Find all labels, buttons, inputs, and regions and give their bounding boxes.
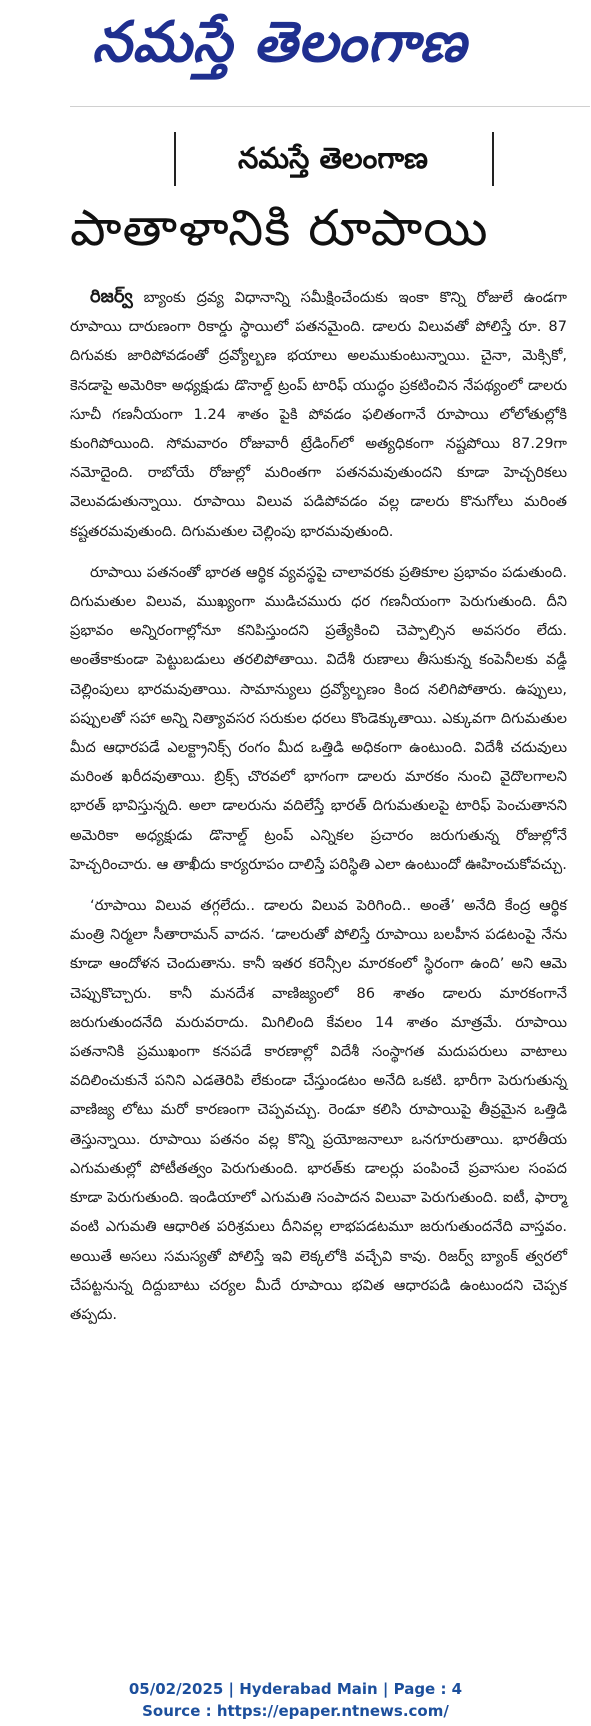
footer-date-edition: 05/02/2025 | Hyderabad Main | Page : 4 [128,1680,463,1698]
paragraph-3: ‘రూపాయి విలువ తగ్గలేదు.. డాలరు విలువ పెరిగింది.. అంతే’ అనేది కేంద్ర ఆర్థిక మంత్రి నిర్మలా సీతారామన్ వాదన. ‘డాలరుతో పోలిస్తే రూపాయి బలహీన పడటంపై నేను కూడా ఆందోళన చెందుతాను. కానీ ఇతర కరెన్సీల మారకంలో స్థిరంగా ఉంది’ అని ఆమె చెప్పుకొచ్చారు. కానీ మనదేశ వాణిజ్యంలో 86 శాతం డాలరు మారకంగానే జరుగుతుందనేది మరువరాదు. మిగిలింది కేవలం 14 శాతం మాత్రమే. రూపాయి పతనానికి ప్రముఖంగా కనపడే కారణాల్లో విదేశీ సంస్థాగత మదుపరులు వాటాలు వదిలించుకునే పనిని ఎడతెరిపి లేకుండా చేస్తుండటం అనేది ఒకటి. భారీగా పెరుగుతున్న వాణిజ్య లోటు మరో కారణంగా చెప్పవచ్చు. రెండూ కలిసి రూపాయిపై తీవ్రమైన ఒత్తిడి తెస్తున్నాయి. రూపాయి పతనం వల్ల కొన్ని ప్రయోజనాలూ ఒనగూరుతాయి. భారతీయ ఎగుమతుల్లో పోటీతత్వం పెరుగుతుంది. భారత్‌కు డాలర్లు పంపించే ప్రవాసుల సంపద కూడా పెరుగుతుంది. ఇండియాలో ఎగుమతి సంపాదన విలువా పెరుగుతుంది. ఐటీ, ఫార్మా వంటి ఎగుమతి ఆధారిత పరిశ్రమలు దీనివల్ల లాభపడటమూ జరుగుతుందనేది వాస్తవం. అయితే అసలు సమస్యతో పోలిస్తే ఇవి లెక్కలోకి వచ్చేవి కావు. రిజర్వ్ బ్యాంక్ త్వరలో చేపట్టనున్న దిద్దుబాటు చర్యల మీదే రూపాయి భవిత ఆధారపడి ఉంటుందని చెప్పక తప్పదు. [70,897,568,1323]
paragraph-2: రూపాయి పతనంతో భారత ఆర్థిక వ్యవస్థపై చాలావరకు ప్రతికూల ప్రభావం పడుతుంది. దిగుమతుల విలువ, ముఖ్యంగా ముడిచమురు ధర గణనీయంగా పెరుగుతుంది. దీని ప్రభావం అన్నిరంగాల్లోనూ కనిపిస్తుందని ప్రత్యేకించి చెప్పాల్సిన అవసరం లేదు. అంతేకాకుండా పెట్టుబడులు తరలిపోతాయి. విదేశీ రుణాలు తీసుకున్న కంపెనీలకు వడ్డీ చెల్లింపులు భారమవుతాయి. సామాన్యులు ద్రవ్యోల్బణం కింద నలిగిపోతారు. ఉప్పులు, పప్పులతో సహా అన్ని నిత్యావసర సరుకుల ధరలు కొండెక్కుతాయి. ఎక్కువగా దిగుమతుల మీద ఆధారపడే ఎలక్ట్రానిక్స్ రంగం మీద ఒత్తిడి అధికంగా ఉంటుంది. విదేశీ చదువులు మరింత ఖరీదవుతాయి. బ్రిక్స్ చొరవలో భాగంగా డాలరు మారకం నుంచి వైదొలగాలని భారత్ భావిస్తున్నది. అలా డాలరును వదిలేస్తే భారత్ దిగుమతులపై టారిఫ్ పెంచుతానని అమెరికా అధ్యక్షుడు డొనాల్డ్ ట్రంప్ ఎన్నికల ప్రచారం జరుగుతున్న రోజుల్లోనే హెచ్చరించారు. ఆ తాఖీదు కార్యరూపం దాలిస్తే పరిస్థితి ఎలా ఉంటుందో ఊహించుకోవచ్చు. [70,563,567,873]
lead-word: రిజర్వ్ [90,286,133,307]
article-headline: పాతాళానికి రూపాయి [70,199,489,257]
article-body [70,282,567,1341]
masthead-logo: నమస్తే తెలంగాణ [92,10,467,75]
paragraph-1-text: బ్యాంకు ద్రవ్య విధానాన్ని సమీక్షించేందుకు ఇంకా కొన్ని రోజులే ఉండగా రూపాయి దారుణంగా రికార్డు స్థాయిలో పతనమైంది. డాలరు విలువతో పోలిస్తే రూ. 87 దిగువకు జారిపోవడంతో ద్రవ్యోల్బణ భయాలు అలముకుంటున్నాయి. చైనా, మెక్సికో, కెనడాపై అమెరికా అధ్యక్షుడు డొనాల్డ్ ట్రంప్ టారిఫ్ యుద్ధం ప్రకటించిన నేపథ్యంలో డాలరు సూచీ గణనీయంగా 1.24 శాతం పైకి పోవడం ఫలితంగానే రూపాయి లోలోతుల్లోకి కుంగిపోయింది. సోమవారం రోజువారీ ట్రేడింగ్‌లో అత్యధికంగా నష్టపోయి 87.29గా నమోదైంది. రాబోయే రోజుల్లో మరింతగా పతనమవుతుందని కూడా హెచ్చరికలు వెలువడుతున్నాయి. రూపాయి విలువ పడిపోవడం వల్ల డాలరు కొనుగోలు మరింత కష్టతరమవుతుంది. దిగుమతుల చెల్లింపు భారమవుతుంది. [70,289,567,540]
article-header [70,132,590,186]
footer-source: Source : https://epaper.ntnews.com/ [142,1702,449,1720]
paper-name: నమస్తే తెలంగాణ [238,141,428,175]
header-bar-right [492,132,494,186]
paragraph-1 [70,282,567,546]
header-bar-left [174,132,176,186]
masthead [0,0,591,100]
masthead-divider [70,106,590,107]
